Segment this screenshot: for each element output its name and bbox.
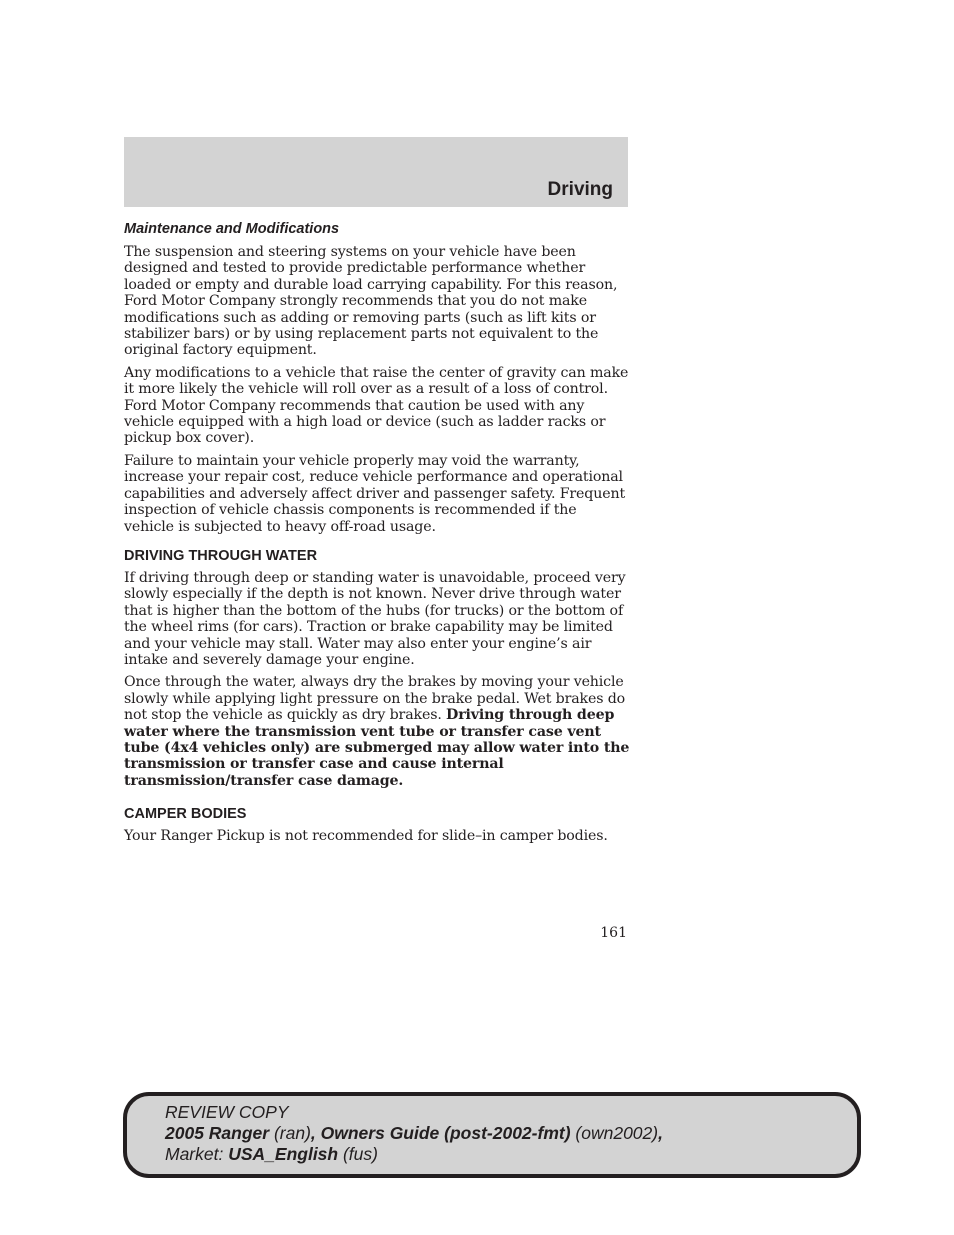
footer-guide: Owners Guide (post-2002-fmt) [320, 1123, 571, 1143]
maintenance-paragraph-3: Failure to maintain your vehicle properly may void the warranty, increase your repair cost, reduce vehicle performance and operational capabilities and adversely affect driver and passenger safety. Frequent inspection of vehicle chassis components is recommended if the vehicle is subjected to heavy off-road usage. [124, 452, 625, 535]
water-paragraph-1: If driving through deep or standing water is unavoidable, proceed very slowly especially if the depth is not known. Never drive through water that is higher than the bottom of the hubs (for trucks) or the bottom of the wheel rims (for cars). Traction or brake capability may be limited and your vehicle may stall. Water may also enter your engine’s air intake and severely damage your engine. [124, 569, 626, 668]
footer-guide-code: (own2002) [570, 1123, 659, 1143]
page-content [124, 220, 630, 851]
page-number: 161 [600, 925, 627, 941]
header-band [124, 137, 628, 207]
maintenance-paragraph-1: The suspension and steering systems on your vehicle have been designed and tested to provide predictable performance whether loaded or empty and durable load carrying capability. For this reason, Ford Motor Company strongly recommends that you do not make modifications such as adding or removing parts (such as lift kits or stabilizer bars) or by using replacement parts not equivalent to the original factory equipment. [124, 244, 618, 359]
water-paragraph-2 [124, 674, 630, 789]
water-heading: DRIVING THROUGH WATER [124, 547, 318, 564]
footer-model-code: (ran) [269, 1123, 311, 1143]
water-paragraph-2-text: Once through the water, always dry the brakes by moving your vehicle slowly while applying light pressure on the brake pedal. Wet brakes do not stop the vehicle as quickly as dry brakes. [124, 674, 626, 724]
footer-text [165, 1102, 663, 1165]
maintenance-paragraph-2: Any modifications to a vehicle that raise the center of gravity can make it more likely the vehicle will roll over as a result of a loss of control. Ford Motor Company recommends that caution be used with any vehicle equipped with a high load or device (such as ladder racks or pickup box cover). [124, 364, 629, 447]
review-copy-footer [123, 1092, 861, 1178]
footer-separator-2: , [658, 1123, 663, 1143]
page-title: Driving [547, 179, 613, 200]
footer-review-copy: REVIEW COPY [165, 1102, 289, 1122]
footer-model: 2005 Ranger [165, 1123, 270, 1143]
camper-paragraph-1: Your Ranger Pickup is not recommended for slide–in camper bodies. [124, 828, 608, 845]
water-warning-text: Driving through deep water where the transmission vent tube or transfer case vent tube (4x4 vehicles only) are submerged may allow water into the transmission or transfer case and cause internal transmission/transfer case damage. [124, 707, 630, 789]
maintenance-heading: Maintenance and Modifications [124, 221, 340, 237]
camper-heading: CAMPER BODIES [124, 806, 247, 823]
footer-market-code: (fus) [338, 1144, 378, 1164]
footer-separator-1: , [310, 1123, 321, 1143]
footer-line-3 [165, 1144, 663, 1165]
footer-market: USA_English [228, 1144, 339, 1164]
footer-market-label: Market: [165, 1144, 229, 1164]
footer-line-2 [165, 1123, 663, 1144]
